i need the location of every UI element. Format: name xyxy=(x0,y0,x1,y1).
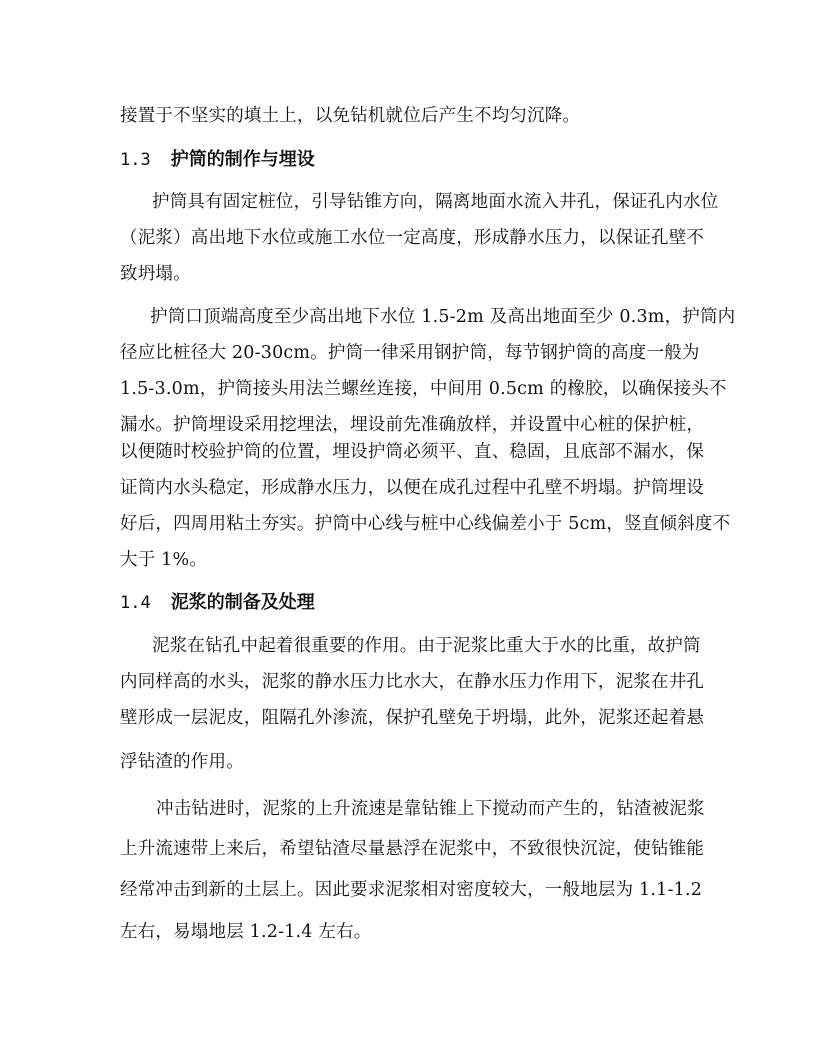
paragraph-line: （泥浆）高出地下水位或施工水位一定高度，形成静水压力，以保证孔壁不 xyxy=(120,228,705,248)
paragraph-line: 护筒口顶端高度至少高出地下水位 1.5-2m 及高出地面至少 0.3m，护筒内 xyxy=(150,307,736,327)
paragraph-line: 漏水。护筒埋设采用挖埋法，埋设前先准确放样，并设置中心桩的保护桩， xyxy=(120,415,705,435)
paragraph-line: 内同样高的水头，泥浆的静水压力比水大，在静水压力作用下，泥浆在井孔 xyxy=(120,672,705,692)
paragraph-line: 护筒具有固定桩位，引导钻锥方向，隔离地面水流入井孔，保证孔内水位 xyxy=(152,192,719,212)
section-title: 泥浆的制备及处理 xyxy=(170,592,315,613)
paragraph-line: 以便随时校验护筒的位置，埋设护筒必须平、直、稳固，且底部不漏水，保 xyxy=(120,442,705,462)
paragraph-line: 浮钻渣的作用。 xyxy=(120,752,244,772)
paragraph-line: 好后，四周用粘土夯实。护筒中心线与桩中心线偏差小于 5cm，竖直倾斜度不 xyxy=(120,514,731,534)
paragraph-line: 泥浆在钻孔中起着很重要的作用。由于泥浆比重大于水的比重，故护筒 xyxy=(152,636,701,656)
paragraph-line: 上升流速带上来后，希望钻渣尽量悬浮在泥浆中，不致很快沉淀，使钻锥能 xyxy=(120,839,705,859)
section-heading-1-3 xyxy=(120,148,315,172)
section-number: 1.3 xyxy=(120,150,151,170)
paragraph-line: 径应比桩径大 20-30cm。护筒一律采用钢护筒，每节钢护筒的高度一般为 xyxy=(120,343,700,363)
paragraph-line: 接置于不坚实的填土上，以免钻机就位后产生不均匀沉降。 xyxy=(120,106,581,126)
paragraph-line: 经常冲击到新的土层上。因此要求泥浆相对密度较大，一般地层为 1.1-1.2 xyxy=(120,880,703,900)
paragraph-line: 大于 1%。 xyxy=(120,550,208,570)
paragraph-line: 冲击钻进时，泥浆的上升流速是靠钻锥上下搅动而产生的，钻渣被泥浆 xyxy=(156,799,705,819)
paragraph-line: 证筒内水头稳定，形成静水压力，以便在成孔过程中孔壁不坍塌。护筒埋设 xyxy=(120,478,705,498)
section-number: 1.4 xyxy=(120,593,151,613)
section-title: 护筒的制作与埋设 xyxy=(170,149,315,170)
paragraph-line: 壁形成一层泥皮，阻隔孔外渗流，保护孔壁免于坍塌，此外，泥浆还起着悬 xyxy=(120,708,705,728)
section-heading-1-4 xyxy=(120,591,315,615)
paragraph-line: 1.5-3.0m，护筒接头用法兰螺丝连接，中间用 0.5cm 的橡胶，以确保接头不 xyxy=(120,379,727,399)
paragraph-line: 左右，易塌地层 1.2-1.4 左右。 xyxy=(120,922,372,942)
paragraph-line: 致坍塌。 xyxy=(120,264,191,284)
